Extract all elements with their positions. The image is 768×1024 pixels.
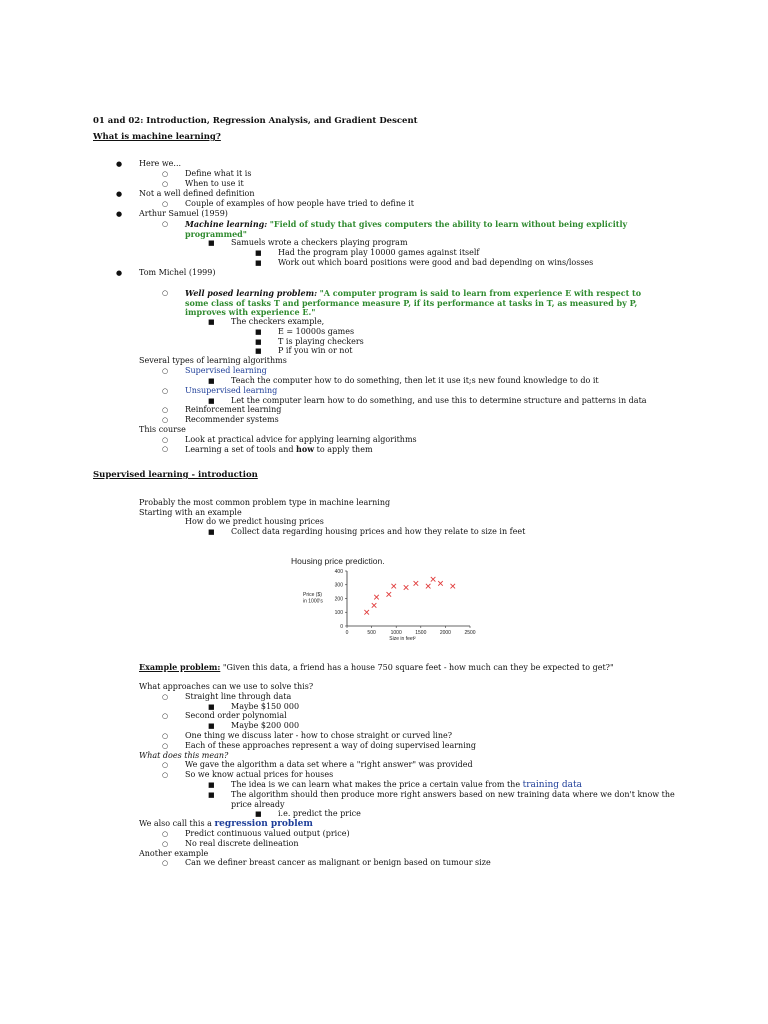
data-point <box>438 581 443 586</box>
list-item: Another example <box>139 849 209 858</box>
x-tick-label: 1000 <box>390 630 402 636</box>
y-tick-label: 100 <box>334 610 343 617</box>
list-item: Look at practical advice for applying learning algorithms <box>185 435 417 444</box>
bullet-circle: ○ <box>162 367 169 375</box>
bullet-circle: ○ <box>162 445 169 453</box>
list-item: Recommender systems <box>185 415 279 424</box>
bullet-circle: ○ <box>162 761 169 769</box>
x-tick-label: 2500 <box>464 630 476 636</box>
list-item: Can we definer breast cancer as malignant or benign based on tumour size <box>185 858 491 867</box>
page-title: 01 and 02: Introduction, Regression Analysis, and Gradient Descent <box>93 116 418 126</box>
data-point <box>404 585 409 590</box>
bullet-square: ■ <box>208 528 215 536</box>
data-point <box>431 577 436 582</box>
text-run-bold: how <box>296 444 315 454</box>
wp-label: Well posed learning problem: <box>185 288 318 298</box>
x-tick-label: 1500 <box>415 630 427 636</box>
bullet-square: ■ <box>208 703 215 711</box>
bullet-circle: ○ <box>162 200 169 208</box>
ml-definition-cont: programmed" <box>185 229 247 239</box>
list-item: Reinforcement learning <box>185 405 282 414</box>
bullet-square: ■ <box>208 791 215 799</box>
bullet-square: ■ <box>208 318 215 326</box>
bullet-circle: ○ <box>162 732 169 740</box>
list-item: The checkers example, <box>231 317 325 326</box>
bullet-disc: ● <box>116 160 123 168</box>
bullet-circle: ○ <box>162 170 169 178</box>
list-item: Couple of examples of how people have tried to define it <box>185 199 415 208</box>
bullet-circle: ○ <box>162 220 169 228</box>
list-item: P if you win or not <box>278 346 353 355</box>
example-problem <box>139 662 614 673</box>
list-item: Each of these approaches represent a way of doing supervised learning <box>185 741 477 750</box>
list-item: E = 10000s games <box>278 327 355 336</box>
text-run: The idea is we can learn what makes the price a certain value from the <box>231 780 523 789</box>
bullet-square: ■ <box>255 249 262 257</box>
list-item: One thing we discuss later - how to chose straight or curved line? <box>185 731 453 740</box>
bullet-square: ■ <box>255 810 262 818</box>
wp-definition-cont: some class of tasks T and performance measure P, if its performance at tasks in T, as measured by P, <box>185 298 638 308</box>
bullet-circle: ○ <box>162 416 169 424</box>
x-tick-label: 2000 <box>439 630 451 636</box>
x-axis-label: Size in feet² <box>389 636 416 642</box>
x-tick-label: 0 <box>345 630 349 636</box>
list-item: Had the program play 10000 games against itself <box>278 248 480 257</box>
list-item: Predict continuous valued output (price) <box>185 829 350 838</box>
y-axis-label: in 1000's <box>303 598 323 605</box>
y-tick-label: 200 <box>334 596 343 603</box>
bullet-circle: ○ <box>162 742 169 750</box>
list-item <box>231 780 582 790</box>
list-item: Arthur Samuel (1959) <box>139 209 228 218</box>
list-item-ml-definition <box>185 219 627 230</box>
bullet-square: ■ <box>208 722 215 730</box>
list-item: T is playing checkers <box>278 337 364 346</box>
data-point <box>391 584 396 589</box>
bullet-square: ■ <box>255 347 262 355</box>
list-item-cont: price already <box>231 800 285 809</box>
bullet-square: ■ <box>255 328 262 336</box>
list-item: What does this mean? <box>139 751 229 760</box>
list-item: When to use it <box>185 179 244 188</box>
bullet-circle: ○ <box>162 830 169 838</box>
list-item: Teach the computer how to do something, then let it use it;s new found knowledge to do it <box>231 376 599 385</box>
list-item: No real discrete delineation <box>185 839 299 848</box>
example-text: "Given this data, a friend has a house 750 square feet - how much can they be expected to get?" <box>220 663 614 672</box>
bullet-disc: ● <box>116 269 123 277</box>
regression-problem-term: regression problem <box>214 819 313 829</box>
list-item: Here we... <box>139 159 182 168</box>
list-item <box>185 444 373 455</box>
section-heading-supervised: Supervised learning - introduction <box>93 470 258 480</box>
list-item: Samuels wrote a checkers playing program <box>231 238 408 247</box>
bullet-disc: ● <box>116 210 123 218</box>
list-item: We gave the algorithm a data set where a "right answer" was provided <box>185 760 473 769</box>
data-point <box>426 584 431 589</box>
bullet-circle: ○ <box>162 387 169 395</box>
y-axis-label: Price ($) <box>303 592 322 598</box>
training-data-term: training data <box>522 780 582 790</box>
bullet-circle: ○ <box>162 289 169 297</box>
list-item: Tom Michel (1999) <box>139 268 216 277</box>
y-tick-label: 0 <box>340 623 343 630</box>
bullet-square: ■ <box>208 377 215 385</box>
list-item: What approaches can we use to solve this? <box>139 682 314 691</box>
supervised-learning-label: Supervised learning <box>185 366 267 375</box>
bullet-circle: ○ <box>162 859 169 867</box>
list-item: How do we predict housing prices <box>185 517 324 526</box>
text-run: Learning a set of tools and <box>185 445 297 454</box>
data-point <box>372 603 377 608</box>
y-tick-label: 300 <box>334 582 343 589</box>
bullet-circle: ○ <box>162 436 169 444</box>
bullet-circle: ○ <box>162 712 169 720</box>
list-item: Work out which board positions were good and bad depending on wins/losses <box>278 258 594 267</box>
list-item: Starting with an example <box>139 508 242 517</box>
list-item: Not a well defined definition <box>139 189 255 198</box>
unsupervised-learning-label: Unsupervised learning <box>185 386 278 395</box>
bullet-square: ■ <box>208 781 215 789</box>
chart-layer <box>303 569 476 642</box>
list-item: Second order polynomial <box>185 711 287 720</box>
bullet-square: ■ <box>255 259 262 267</box>
bullet-square: ■ <box>208 239 215 247</box>
bullet-circle: ○ <box>162 180 169 188</box>
list-item: Probably the most common problem type in machine learning <box>139 498 391 507</box>
chart-title: Housing price prediction. <box>291 556 385 566</box>
section-heading-ml: What is machine learning? <box>93 132 221 142</box>
data-point <box>414 581 419 586</box>
list-item: So we know actual prices for houses <box>185 770 334 779</box>
example-label: Example problem: <box>139 662 221 672</box>
wp-definition-cont: improves with experience E." <box>185 307 316 317</box>
scatter-plot <box>287 553 477 643</box>
list-item: Define what it is <box>185 169 252 178</box>
list-item: Several types of learning algorithms <box>139 356 287 365</box>
bullet-circle: ○ <box>162 406 169 414</box>
housing-price-chart <box>287 553 477 643</box>
list-item: Maybe $200 000 <box>231 721 300 730</box>
text-run: to apply them <box>314 445 373 454</box>
bullet-circle: ○ <box>162 840 169 848</box>
bullet-circle: ○ <box>162 693 169 701</box>
list-item: This course <box>139 425 186 434</box>
bullet-disc: ● <box>116 190 123 198</box>
list-item: Maybe $150 000 <box>231 702 300 711</box>
ml-definition: "Field of study that gives computers the ability to learn without being explicitly <box>269 219 628 229</box>
ml-label: Machine learning: <box>185 219 268 229</box>
list-item: Let the computer learn how to do something, and use this to determine structure and patterns in data <box>231 396 647 405</box>
data-point <box>374 595 379 600</box>
wp-definition: "A computer program is said to learn from experience E with respect to <box>319 288 642 298</box>
list-item: The algorithm should then produce more right answers based on new training data where we don't know the <box>231 790 675 799</box>
text-run: We also call this a <box>139 819 215 828</box>
bullet-square: ■ <box>255 338 262 346</box>
x-tick-label: 500 <box>367 630 376 636</box>
data-point <box>387 592 392 597</box>
bullet-square: ■ <box>208 397 215 405</box>
data-point <box>450 584 455 589</box>
data-point <box>364 610 369 615</box>
y-tick-label: 400 <box>334 568 343 575</box>
list-item: Straight line through data <box>185 692 292 701</box>
list-item: Collect data regarding housing prices and how they relate to size in feet <box>231 527 526 536</box>
list-item <box>139 819 313 829</box>
list-item: i.e. predict the price <box>278 809 361 818</box>
bullet-circle: ○ <box>162 771 169 779</box>
